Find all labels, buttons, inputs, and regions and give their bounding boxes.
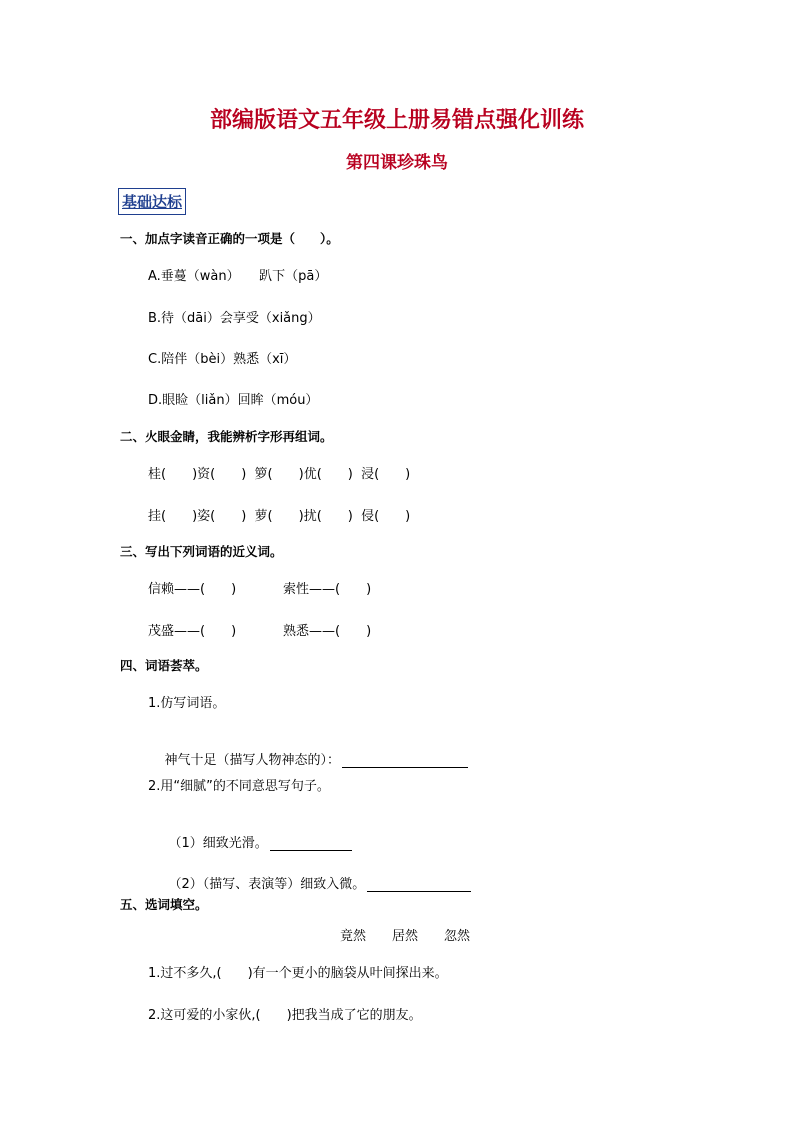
question-1-heading: 一、加点字读音正确的一项是（ ）。 [120,231,339,246]
question-3-item-4: 熟悉——( ) [283,624,372,639]
question-4-sub-1: 1.仿写词语。 [148,696,226,711]
word-option: 竟然 [340,929,367,944]
question-3-heading: 三、写出下列词语的近义词。 [120,544,283,559]
answer-blank[interactable] [270,849,352,851]
word-options [340,925,496,944]
word-option: 居然 [392,929,419,944]
question-1-option-a: A.垂蔓（wàn） 趴下（pā） [148,269,328,284]
question-2-heading: 二、火眼金睛，我能辨析字形再组词。 [120,429,333,444]
question-1-option-d: D.眼睑（liǎn）回眸（móu） [148,393,319,408]
question-3-item-2: 索性——( ) [283,582,372,597]
question-4-sub-2: 2.用“细腻”的不同意思写句子。 [148,779,330,794]
answer-blank[interactable] [367,890,471,892]
question-5-sentence-2: 2.这可爱的小家伙,( )把我当成了它的朋友。 [148,1008,422,1023]
section-badge: 基础达标 [118,188,186,215]
question-4-sub-1-text: 神气十足（描写人物神态的）： [164,753,341,768]
question-3-item-3: 茂盛——( ) [148,624,237,639]
question-4-heading: 四、词语荟萃。 [120,658,208,673]
question-4-sub-2a-text: （1）细致光滑。 [168,836,268,851]
answer-blank[interactable] [342,766,468,768]
word-option: 忽然 [444,929,471,944]
page-title: 部编版语文五年级上册易错点强化训练 [209,108,584,133]
question-3-item-1: 信赖——( ) [148,582,237,597]
question-5-heading: 五、选词填空。 [120,897,208,912]
question-4-sub-2b-text: （2）（描写、表演等）细致入微。 [168,877,366,892]
question-5-sentence-1: 1.过不多久,( )有一个更小的脑袋从叶间探出来。 [148,966,448,981]
question-2-row-1: 桂( )资( ) 箩( )优( ) 浸( ) [148,467,411,482]
lesson-subtitle: 第四课珍珠鸟 [346,153,448,173]
question-2-row-2: 挂( )姿( ) 萝( )扰( ) 侵( ) [148,509,411,524]
question-1-option-b: B.待（dāi）会享受（xiǎng） [148,311,321,326]
question-1-option-c: C.陪伴（bèi）熟悉（xī） [148,352,297,367]
